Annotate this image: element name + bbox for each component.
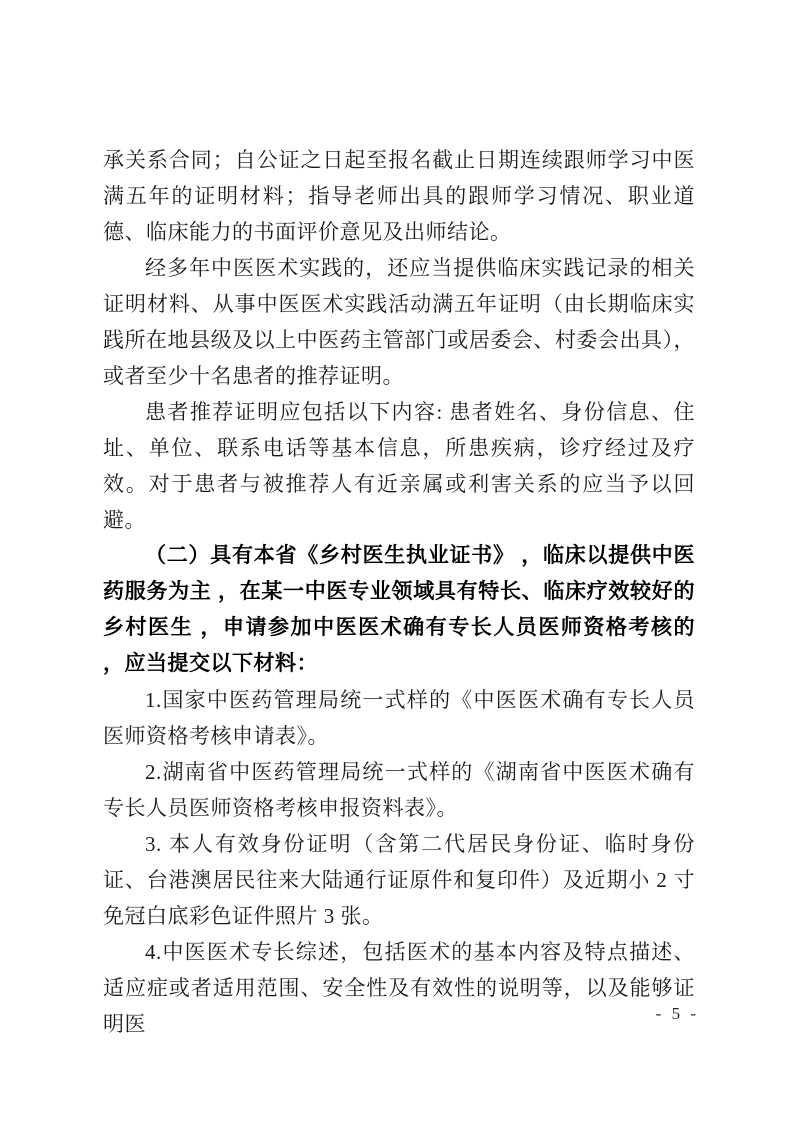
- material-item-2: 2.湖南省中医药管理局统一式样的《湖南省中医医术确有专长人员医师资格考核申报资料表》。: [103, 760, 695, 820]
- paragraph-practice-proof: 经多年中医医术实践的，还应当提供临床实践记录的相关证明材料、从事中医医术实践活动满五年证明（由长期临床实践所在地县级及以上中医药主管部门或居委会、村委会出具），或者至少十名患者的推荐证明。: [103, 256, 695, 388]
- material-item-3: 3. 本人有效身份证明（含第二代居民身份证、临时身份证、台港澳居民往来大陆通行证原件和复印件）及近期小 2 寸免冠白底彩色证件照片 3 张。: [103, 832, 695, 928]
- document-body: [103, 142, 695, 1042]
- material-item-4: 4.中医医术专长综述，包括医术的基本内容及特点描述、适应症或者适用范围、安全性及有效性的说明等，以及能够证明医: [103, 940, 695, 1036]
- material-item-1: 1.国家中医药管理局统一式样的《中医医术确有专长人员医师资格考核申请表》。: [103, 688, 695, 748]
- paragraph-patient-recommendation: 患者推荐证明应包括以下内容: 患者姓名、身份信息、住址、单位、联系电话等基本信息，所患疾病，诊疗经过及疗效。对于患者与被推荐人有近亲属或利害关系的应当予以回避。: [103, 400, 695, 532]
- paragraph-continuation: 承关系合同；自公证之日起至报名截止日期连续跟师学习中医满五年的证明材料；指导老师出具的跟师学习情况、职业道德、临床能力的书面评价意见及出师结论。: [103, 148, 695, 244]
- section-two-heading: （二）具有本省《乡村医生执业证书》 ，临床以提供中医药服务为主 ，在某一中医专业领域具有特长、临床疗效较好的乡村医生 ，申请参加中医医术确有专长人员医师资格考核的 ，应当提交以下材料：: [103, 544, 695, 675]
- page-number: - 5 -: [655, 1004, 699, 1023]
